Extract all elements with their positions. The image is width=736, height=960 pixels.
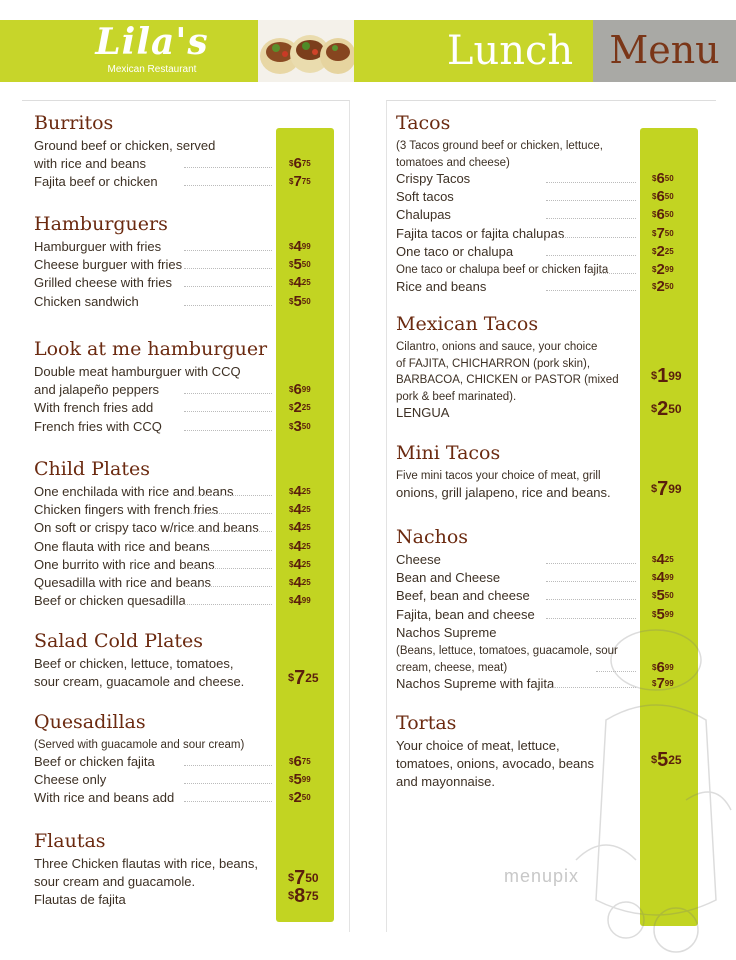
leader-dots [184, 411, 272, 412]
menu-item-price [651, 749, 682, 772]
price-cents: 25 [301, 559, 311, 569]
menu-heading: Menu [609, 28, 720, 72]
price-cents: 99 [301, 774, 311, 784]
price-dollars: 6 [293, 381, 302, 399]
price-dollars: 4 [656, 551, 665, 568]
menu-heading-box [593, 20, 736, 82]
menu-item-name: Quesadilla with rice and beans [34, 575, 212, 590]
price-cents: 50 [305, 871, 319, 886]
price-currency: $ [652, 265, 657, 274]
price-cents: 50 [301, 421, 311, 431]
leader-dots [184, 250, 272, 251]
menu-item-name: Grilled cheese with fries [34, 275, 172, 291]
price-cents: 99 [668, 369, 682, 383]
menu-item-name: Beef or chicken fajita [34, 753, 155, 769]
menu-item-name: With french fries add [34, 400, 154, 416]
menu-item-name: Beef or chicken quesadilla [34, 593, 186, 609]
price-dollars: 5 [293, 292, 302, 310]
menu-item-name: Bean and Cheese [396, 570, 501, 586]
leader-dots [546, 218, 636, 219]
price-currency: $ [289, 177, 294, 187]
leader-dots [546, 618, 636, 619]
price-dollars: 3 [293, 417, 302, 435]
price-currency: $ [652, 609, 657, 619]
price-dollars: 5 [656, 587, 665, 605]
menu-item-name: onions, grill jalapeno, rice and beans. [396, 484, 611, 500]
menu-item-name: Crispy Tacos [396, 171, 471, 186]
section-title: Mexican Tacos [396, 313, 539, 335]
price-dollars: 2 [293, 399, 302, 417]
menu-item-name: Cheese [396, 552, 441, 567]
menu-item-price [289, 520, 311, 536]
price-dollars: 5 [293, 256, 302, 274]
leader-dots [184, 765, 272, 766]
price-dollars: 4 [293, 274, 302, 292]
price-currency: $ [652, 192, 657, 202]
menu-item-price [289, 156, 311, 172]
lunch-heading: Lunch [446, 28, 574, 74]
menu-item-price [289, 539, 311, 555]
price-dollars: 4 [293, 592, 302, 610]
price-cents: 99 [664, 609, 674, 619]
menu-item-name: Your choice of meat, lettuce, [396, 738, 560, 753]
menu-item-price [289, 772, 311, 788]
restaurant-logo [92, 22, 212, 80]
price-currency: $ [652, 174, 657, 183]
section-title: Tacos [396, 112, 451, 134]
leader-dots [184, 586, 272, 587]
menu-item-price [289, 502, 311, 518]
price-currency: $ [651, 370, 658, 382]
price-dollars: 6 [656, 170, 665, 187]
price-dollars: 7 [294, 867, 306, 890]
menu-item-name: Soft tacos [396, 189, 454, 205]
menu-item-name: With rice and beans add [34, 789, 175, 805]
menu-item-price [652, 607, 674, 623]
section-title: Nachos [396, 526, 469, 548]
price-dollars: 4 [293, 238, 302, 255]
price-currency: $ [289, 385, 294, 395]
price-currency: $ [652, 210, 657, 220]
section-title: Quesadillas [34, 711, 146, 733]
menu-item-name: and mayonnaise. [396, 774, 496, 790]
leader-dots [546, 563, 636, 564]
menu-item-name: Fajita, bean and cheese [396, 606, 535, 622]
price-cents: 99 [301, 242, 311, 251]
logo-name: Lila's [95, 21, 209, 63]
price-dollars: 4 [656, 569, 665, 587]
leader-dots [184, 783, 272, 784]
section-title: Burritos [34, 112, 114, 134]
menu-item-price [289, 174, 311, 190]
price-currency: $ [289, 296, 294, 306]
price-currency: $ [289, 792, 294, 802]
price-currency: $ [651, 482, 658, 495]
leader-dots [184, 531, 272, 532]
price-cents: 25 [664, 246, 674, 256]
leader-dots [184, 305, 272, 306]
menu-item-name: Cheese burguer with fries [34, 257, 183, 273]
leader-dots [184, 604, 272, 605]
price-currency: $ [652, 555, 657, 564]
price-dollars: 2 [656, 277, 665, 295]
price-cents: 99 [668, 481, 682, 496]
menu-item-name: Nachos Supreme [396, 624, 497, 640]
price-dollars: 5 [293, 770, 302, 788]
price-dollars: 2 [656, 261, 665, 278]
menu-item-name: One taco or chalupa beef or chicken fajita [396, 264, 609, 276]
price-dollars: 1 [657, 365, 669, 387]
leader-dots [184, 495, 272, 496]
menu-item-name: pork & beef marinated). [396, 390, 517, 403]
menu-item-name: (3 Tacos ground beef or chicken, lettuce, [396, 140, 603, 152]
price-cents: 50 [301, 792, 311, 802]
price-currency: $ [289, 774, 294, 784]
menu-item-name: Nachos Supreme with fajita [396, 676, 555, 691]
price-cents: 50 [301, 260, 311, 270]
price-cents: 25 [301, 278, 311, 288]
price-currency: $ [651, 403, 658, 415]
menu-item-price [652, 226, 674, 242]
menu-item-price [289, 400, 311, 416]
price-cents: 99 [301, 596, 311, 606]
price-currency: $ [289, 578, 294, 587]
price-cents: 99 [664, 265, 674, 274]
leader-dots [184, 513, 272, 514]
section-title: Mini Tacos [396, 442, 501, 464]
price-currency: $ [288, 890, 295, 903]
price-dollars: 6 [656, 188, 665, 206]
section-title: Look at me hamburguer [34, 338, 268, 360]
price-currency: $ [289, 505, 294, 515]
menu-item-name: One taco or chalupa [396, 243, 514, 259]
menu-item-name: BARBACOA, CHICKEN or PASTOR (mixed [396, 374, 619, 386]
section-title: Hamburguers [34, 213, 168, 235]
price-currency: $ [652, 246, 657, 256]
price-currency: $ [288, 872, 295, 885]
menu-item-price [289, 257, 311, 273]
price-dollars: 5 [656, 605, 665, 623]
price-dollars: 4 [293, 555, 302, 573]
menu-item-name: Three Chicken flautas with rice, beans, [34, 856, 258, 871]
price-cents: 25 [668, 753, 682, 768]
price-currency: $ [289, 242, 294, 251]
menu-item-name: Five mini tacos your choice of meat, grill [396, 470, 601, 482]
section-title: Tortas [396, 712, 457, 734]
tacos-photo [258, 20, 354, 82]
price-cents: 50 [664, 210, 674, 220]
leader-dots [184, 268, 272, 269]
menu-item-name: On soft or crispy taco w/rice and beans [34, 520, 259, 536]
menu-item-price [652, 262, 674, 278]
menu-item-price [289, 419, 311, 435]
menu-item-price [652, 570, 674, 586]
menu-item-price [288, 667, 319, 690]
watermark: menupix [504, 866, 580, 886]
menu-item-price [651, 398, 682, 420]
menu-item-name: and jalapeño peppers [34, 382, 160, 398]
price-dollars: 5 [657, 749, 669, 772]
price-cents: 25 [301, 523, 311, 533]
menu-item-name: tomatoes and cheese) [396, 156, 510, 169]
price-currency: $ [289, 541, 294, 551]
price-cents: 25 [664, 555, 674, 564]
price-cents: 75 [301, 177, 311, 187]
menu-item-name: Chicken fingers with french fries [34, 502, 219, 518]
menu-item-price [652, 207, 674, 223]
menu-item-name: Cilantro, onions and sauce, your choice [396, 341, 598, 353]
leader-dots [546, 290, 636, 291]
menu-item-price [289, 294, 311, 310]
leader-dots [546, 581, 636, 582]
price-dollars: 8 [294, 885, 306, 908]
price-cents: 25 [301, 487, 311, 496]
section-title: Child Plates [34, 458, 150, 480]
menu-item-name: Double meat hamburguer with CCQ [34, 364, 241, 379]
price-cents: 25 [301, 541, 311, 551]
leader-dots [184, 286, 272, 287]
price-cents: 75 [301, 756, 311, 766]
menu-item-name: tomatoes, onions, avocado, beans [396, 756, 595, 772]
menu-item-price [289, 239, 311, 255]
menu-item-price [652, 189, 674, 205]
leader-dots [184, 185, 272, 186]
price-currency: $ [289, 596, 294, 606]
menu-item-name: Flautas de fajita [34, 892, 126, 908]
leader-dots [596, 273, 636, 274]
price-currency: $ [652, 281, 657, 291]
price-cents: 25 [301, 578, 311, 587]
menu-item-name: cream, cheese, meat) [396, 661, 508, 674]
menu-item-price [289, 593, 311, 609]
menu-item-name: Hamburguer with fries [34, 239, 162, 254]
menu-item-name: One enchilada with rice and beans [34, 484, 234, 499]
price-dollars: 7 [294, 667, 306, 690]
menu-item-price [289, 275, 311, 291]
leader-dots [546, 182, 636, 183]
price-currency: $ [289, 403, 294, 413]
price-cents: 50 [668, 402, 682, 416]
price-currency: $ [289, 421, 294, 431]
price-dollars: 4 [293, 519, 302, 537]
menu-item-price [652, 552, 674, 568]
leader-dots [184, 568, 272, 569]
price-cents: 50 [664, 591, 674, 601]
price-dollars: 2 [656, 242, 665, 260]
price-currency: $ [652, 662, 657, 672]
menu-item-price [652, 279, 674, 295]
price-currency: $ [651, 754, 658, 767]
price-currency: $ [289, 487, 294, 496]
leader-dots [184, 550, 272, 551]
price-cents: 99 [664, 573, 674, 583]
price-cents: 25 [301, 505, 311, 515]
menu-item-name: (Served with guacamole and sour cream) [34, 739, 245, 751]
price-dollars: 6 [293, 155, 302, 173]
tacos-photo-image [258, 20, 354, 82]
leader-dots [546, 237, 636, 238]
price-dollars: 6 [656, 658, 665, 676]
price-dollars: 7 [656, 675, 665, 692]
price-dollars: 7 [656, 224, 665, 242]
menu-item-name: Fajita beef or chicken [34, 174, 158, 190]
price-currency: $ [288, 672, 295, 685]
logo-subtitle: Mexican Restaurant [107, 64, 197, 75]
menu-item-price [289, 790, 311, 806]
leader-dots [596, 671, 636, 672]
menu-item-price [289, 382, 311, 398]
price-dollars: 4 [293, 501, 302, 519]
menu-item-name: Fajita tacos or fajita chalupas [396, 225, 565, 241]
menu-item-name: Ground beef or chicken, served [34, 138, 216, 153]
menu-item-name: with rice and beans [34, 156, 147, 172]
menu-item-name: French fries with CCQ [34, 418, 162, 434]
menu-item-price [651, 477, 682, 500]
menu-item-price [651, 365, 682, 387]
menu-item-name: LENGUA [396, 405, 450, 420]
leader-dots [546, 255, 636, 256]
price-currency: $ [289, 278, 294, 288]
leader-dots [546, 599, 636, 600]
menu-item-name: Beef, bean and cheese [396, 588, 530, 604]
menu-item-price [289, 754, 311, 770]
price-currency: $ [289, 756, 294, 766]
price-dollars: 2 [657, 398, 669, 420]
price-currency: $ [652, 228, 657, 238]
menu-item-name: of FAJITA, CHICHARRON (pork skin), [396, 357, 591, 370]
price-cents: 50 [664, 228, 674, 238]
price-dollars: 4 [293, 537, 302, 555]
price-currency: $ [652, 573, 657, 583]
leader-dots [546, 687, 636, 688]
price-currency: $ [652, 591, 657, 601]
leader-dots [546, 200, 636, 201]
price-cents: 50 [664, 192, 674, 202]
price-cents: 50 [664, 281, 674, 291]
menu-item-price [289, 557, 311, 573]
price-cents: 99 [301, 385, 311, 395]
menu-item-price [652, 660, 674, 676]
price-currency: $ [289, 523, 294, 533]
price-dollars: 6 [293, 752, 302, 770]
menu-item-price [288, 885, 319, 908]
menu-item-price [289, 484, 311, 500]
price-cents: 25 [301, 403, 311, 413]
price-currency: $ [289, 559, 294, 569]
leader-dots [184, 167, 272, 168]
menu-item-name: Beef or chicken, lettuce, tomatoes, [34, 656, 234, 671]
menu-item-name: sour cream and guacamole. [34, 874, 196, 890]
price-currency: $ [289, 260, 294, 270]
price-currency: $ [652, 679, 657, 688]
price-dollars: 4 [293, 574, 302, 591]
price-dollars: 7 [657, 477, 669, 500]
menu-item-name: (Beans, lettuce, tomatoes, guacamole, sour [396, 645, 618, 657]
price-dollars: 2 [293, 788, 302, 806]
menu-item-price [652, 588, 674, 604]
menu-item-price [652, 171, 674, 187]
leader-dots [184, 801, 272, 802]
menu-item-name: One flauta with rice and beans [34, 538, 210, 554]
price-cents: 75 [301, 159, 311, 169]
menu-item-price [289, 575, 311, 591]
menu-item-name: Chicken sandwich [34, 293, 139, 309]
menu-item-name: Rice and beans [396, 278, 487, 294]
price-cents: 25 [305, 671, 319, 686]
price-cents: 99 [664, 662, 674, 672]
price-dollars: 7 [293, 173, 302, 191]
menu-item-name: Chalupas [396, 207, 451, 223]
price-cents: 99 [664, 679, 674, 688]
leader-dots [184, 393, 272, 394]
price-cents: 50 [664, 174, 674, 183]
leader-dots [184, 430, 272, 431]
price-dollars: 6 [656, 206, 665, 224]
menu-item-name: sour cream, guacamole and cheese. [34, 674, 245, 690]
menu-item-price [652, 676, 674, 692]
section-title: Salad Cold Plates [34, 630, 204, 652]
menu-item-price [652, 244, 674, 260]
price-cents: 50 [301, 296, 311, 306]
menu-item-name: One burrito with rice and beans [34, 556, 215, 572]
section-title: Flautas [34, 830, 106, 852]
menu-item-name: Cheese only [34, 771, 107, 787]
price-currency: $ [289, 159, 294, 169]
price-cents: 75 [305, 889, 319, 904]
price-dollars: 4 [293, 483, 302, 500]
